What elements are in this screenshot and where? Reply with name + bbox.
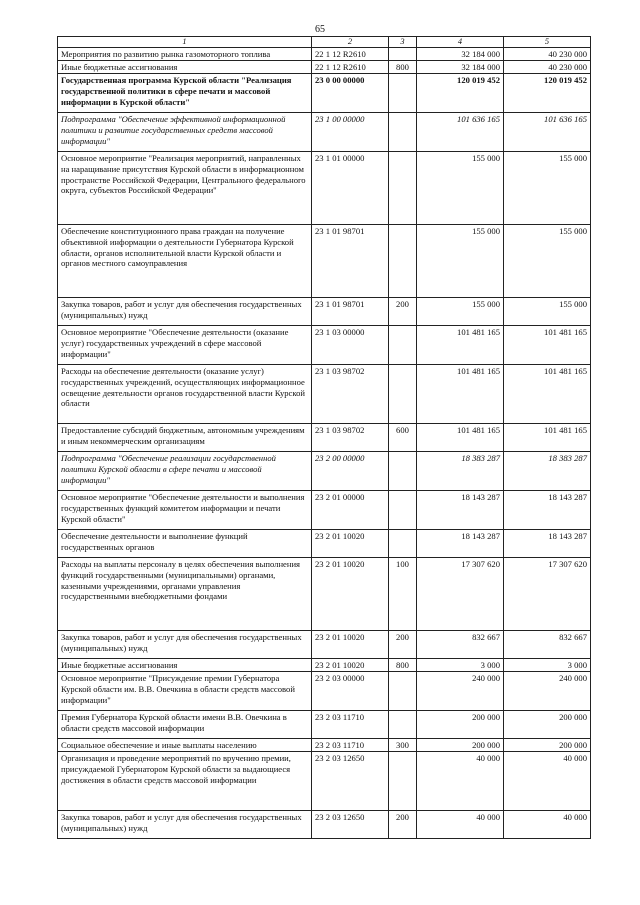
row-expense-type: 800 (389, 61, 417, 74)
row-amount-year-1: 200 000 (417, 739, 504, 752)
row-code: 23 2 03 00000 (312, 672, 389, 711)
row-amount-year-1: 32 184 000 (417, 61, 504, 74)
row-name: Подпрограмма "Обеспечение реализации государственной политики Курской области в сфере печати и массовой информации" (58, 452, 312, 491)
row-expense-type: 200 (389, 811, 417, 839)
row-code: 22 1 12 R2610 (312, 48, 389, 61)
page-number: 65 (315, 24, 325, 35)
row-amount-year-2: 18 383 287 (504, 452, 591, 491)
row-expense-type (389, 711, 417, 739)
row-expense-type: 200 (389, 631, 417, 659)
row-amount-year-2: 40 230 000 (504, 61, 591, 74)
row-name: Социальное обеспечение и иные выплаты населению (58, 739, 312, 752)
column-header: 2 (312, 37, 389, 48)
row-amount-year-2: 17 307 620 (504, 558, 591, 631)
row-code: 23 1 01 00000 (312, 152, 389, 225)
row-amount-year-1: 32 184 000 (417, 48, 504, 61)
row-expense-type (389, 452, 417, 491)
table-row (58, 711, 591, 739)
row-name: Основное мероприятие "Обеспечение деятельности и выполнения государственных функций комитетом информации и печати Курской области" (58, 491, 312, 530)
table-row (58, 659, 591, 672)
row-amount-year-2: 3 000 (504, 659, 591, 672)
column-header: 5 (504, 37, 591, 48)
row-code: 23 2 01 00000 (312, 491, 389, 530)
table-row (58, 424, 591, 452)
row-name: Мероприятия по развитию рынка газомоторного топлива (58, 48, 312, 61)
table-row (58, 48, 591, 61)
table-row (58, 631, 591, 659)
row-amount-year-1: 3 000 (417, 659, 504, 672)
row-code: 23 1 01 98701 (312, 298, 389, 326)
row-amount-year-1: 101 636 165 (417, 113, 504, 152)
row-code: 23 2 03 12650 (312, 811, 389, 839)
row-amount-year-1: 40 000 (417, 811, 504, 839)
row-name: Иные бюджетные ассигнования (58, 659, 312, 672)
row-amount-year-2: 200 000 (504, 739, 591, 752)
row-name: Расходы на обеспечение деятельности (оказание услуг) государственных учреждений, осуществляющих информационное освещение деятельности органов государственной власти Курской области (58, 365, 312, 424)
row-code: 23 1 01 98701 (312, 225, 389, 298)
row-expense-type (389, 74, 417, 113)
row-amount-year-1: 18 143 287 (417, 491, 504, 530)
row-expense-type (389, 491, 417, 530)
row-amount-year-1: 200 000 (417, 711, 504, 739)
row-expense-type: 100 (389, 558, 417, 631)
row-amount-year-1: 240 000 (417, 672, 504, 711)
row-amount-year-1: 155 000 (417, 225, 504, 298)
row-amount-year-2: 40 000 (504, 811, 591, 839)
row-name: Закупка товаров, работ и услуг для обеспечения государственных (муниципальных) нужд (58, 811, 312, 839)
row-amount-year-1: 155 000 (417, 298, 504, 326)
row-amount-year-2: 101 481 165 (504, 326, 591, 365)
row-amount-year-2: 40 000 (504, 752, 591, 811)
budget-table (57, 36, 591, 839)
row-expense-type: 600 (389, 424, 417, 452)
row-amount-year-1: 40 000 (417, 752, 504, 811)
row-name: Организация и проведение мероприятий по вручению премии, присуждаемой Губернатором Курской области за выдающиеся достижения в области средств массовой информации (58, 752, 312, 811)
table-row (58, 530, 591, 558)
row-code: 23 0 00 00000 (312, 74, 389, 113)
row-code: 23 1 03 00000 (312, 326, 389, 365)
table-row (58, 558, 591, 631)
row-name: Премия Губернатора Курской области имени В.В. Овечкина в области средств массовой информации (58, 711, 312, 739)
row-amount-year-1: 832 667 (417, 631, 504, 659)
row-amount-year-2: 832 667 (504, 631, 591, 659)
row-code: 23 2 01 10020 (312, 659, 389, 672)
row-expense-type (389, 113, 417, 152)
table-row (58, 739, 591, 752)
table-row (58, 365, 591, 424)
table-row (58, 491, 591, 530)
row-expense-type (389, 152, 417, 225)
row-amount-year-2: 101 481 165 (504, 365, 591, 424)
row-code: 23 1 00 00000 (312, 113, 389, 152)
row-name: Предоставление субсидий бюджетным, автономным учреждениям и иным некоммерческим организациям (58, 424, 312, 452)
row-amount-year-2: 101 481 165 (504, 424, 591, 452)
column-header: 1 (58, 37, 312, 48)
table-row (58, 61, 591, 74)
table-row (58, 752, 591, 811)
row-code: 23 2 00 00000 (312, 452, 389, 491)
row-code: 23 1 03 98702 (312, 424, 389, 452)
row-code: 23 2 01 10020 (312, 530, 389, 558)
table-row (58, 152, 591, 225)
row-amount-year-1: 17 307 620 (417, 558, 504, 631)
row-amount-year-2: 101 636 165 (504, 113, 591, 152)
row-expense-type (389, 225, 417, 298)
row-expense-type (389, 530, 417, 558)
row-name: Обеспечение деятельности и выполнение функций государственных органов (58, 530, 312, 558)
column-header: 4 (417, 37, 504, 48)
row-amount-year-2: 18 143 287 (504, 491, 591, 530)
row-amount-year-2: 155 000 (504, 225, 591, 298)
table-row (58, 113, 591, 152)
table-row (58, 74, 591, 113)
row-expense-type (389, 365, 417, 424)
row-name: Обеспечение конституционного права граждан на получение объективной информации о деятельности Губернатора Курской области, органов исполнительной власти Курской области и органов местного самоуправления (58, 225, 312, 298)
row-code: 23 1 03 98702 (312, 365, 389, 424)
row-amount-year-1: 120 019 452 (417, 74, 504, 113)
row-amount-year-2: 155 000 (504, 152, 591, 225)
row-name: Основное мероприятие "Присуждение премии Губернатора Курской области им. В.В. Овечкина в области средств массовой информации" (58, 672, 312, 711)
table-row (58, 672, 591, 711)
row-code: 22 1 12 R2610 (312, 61, 389, 74)
row-expense-type (389, 326, 417, 365)
table-row (58, 452, 591, 491)
row-code: 23 2 03 11710 (312, 711, 389, 739)
row-amount-year-1: 18 383 287 (417, 452, 504, 491)
row-amount-year-2: 40 230 000 (504, 48, 591, 61)
table-row (58, 225, 591, 298)
table-header-row (58, 37, 591, 48)
row-expense-type: 800 (389, 659, 417, 672)
row-name: Расходы на выплаты персоналу в целях обеспечения выполнения функций государственными (муниципальными) органами, казенными учреждениями, органами управления государственными внебюджетными фондами (58, 558, 312, 631)
row-name: Закупка товаров, работ и услуг для обеспечения государственных (муниципальных) нужд (58, 631, 312, 659)
row-amount-year-1: 101 481 165 (417, 365, 504, 424)
row-name: Государственная программа Курской области "Реализация государственной политики в сфере печати и массовой информации в Курской области" (58, 74, 312, 113)
row-expense-type (389, 48, 417, 61)
row-code: 23 2 03 12650 (312, 752, 389, 811)
row-expense-type: 300 (389, 739, 417, 752)
row-code: 23 2 01 10020 (312, 631, 389, 659)
row-amount-year-2: 200 000 (504, 711, 591, 739)
row-amount-year-2: 240 000 (504, 672, 591, 711)
row-name: Иные бюджетные ассигнования (58, 61, 312, 74)
row-name: Закупка товаров, работ и услуг для обеспечения государственных (муниципальных) нужд (58, 298, 312, 326)
table-row (58, 811, 591, 839)
row-expense-type: 200 (389, 298, 417, 326)
row-code: 23 2 03 11710 (312, 739, 389, 752)
row-expense-type (389, 752, 417, 811)
row-name: Основное мероприятие "Обеспечение деятельности (оказание услуг) государственных учреждений в сфере массовой информации" (58, 326, 312, 365)
column-header: 3 (389, 37, 417, 48)
table-row (58, 326, 591, 365)
row-amount-year-2: 18 143 287 (504, 530, 591, 558)
row-code: 23 2 01 10020 (312, 558, 389, 631)
row-name: Подпрограмма "Обеспечение эффективной информационной политики и развитие государственных средств массовой информации" (58, 113, 312, 152)
row-amount-year-1: 155 000 (417, 152, 504, 225)
row-expense-type (389, 672, 417, 711)
row-amount-year-2: 120 019 452 (504, 74, 591, 113)
row-amount-year-1: 101 481 165 (417, 326, 504, 365)
row-amount-year-1: 101 481 165 (417, 424, 504, 452)
row-amount-year-1: 18 143 287 (417, 530, 504, 558)
row-name: Основное мероприятие "Реализация мероприятий, направленных на наращивание присутствия Курской области в информационном пространстве Российской Федерации, Центрального федерального округа, субъектов Российской Федерации" (58, 152, 312, 225)
row-amount-year-2: 155 000 (504, 298, 591, 326)
table-row (58, 298, 591, 326)
